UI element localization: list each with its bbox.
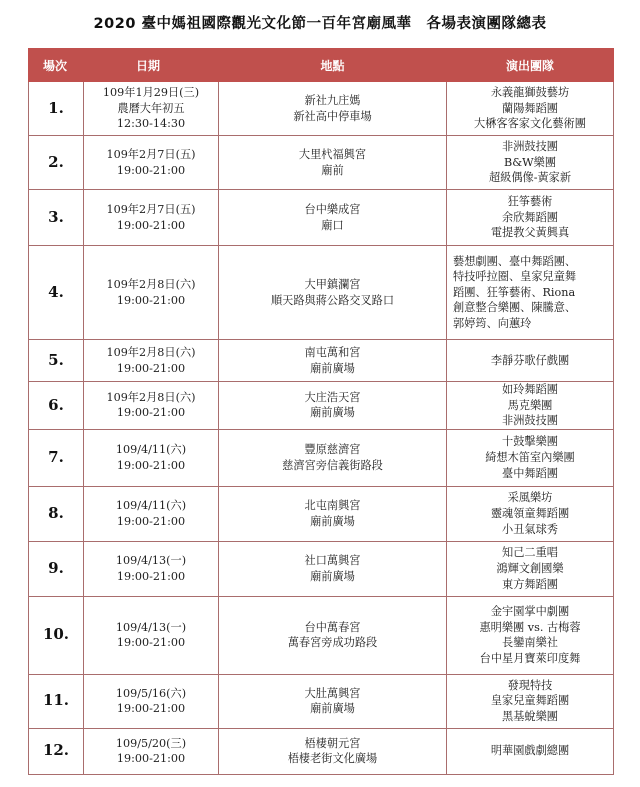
venue-line: 廟前廣場 [310,514,355,528]
performer-line: 小丑氣球秀 [502,522,558,536]
performer-line: 臺中舞蹈團 [502,466,558,480]
table-row [29,429,614,486]
performers-cell [447,82,614,136]
order-cell: 8. [29,486,84,541]
venue-cell [219,674,447,728]
performer-line: 非洲鼓技團 [502,140,558,154]
venue-line: 新社高中停車場 [293,109,372,123]
date-cell [84,190,219,246]
performer-line: 皇家兒童舞蹈團 [490,694,570,708]
table-row [29,136,614,190]
date-line: 12:30-14:30 [116,117,186,131]
date-line: 19:00-21:00 [116,163,186,177]
performer-line: 李靜芬歌仔戲團 [490,353,570,367]
table-header-row [29,49,614,82]
date-cell [84,728,219,774]
performer-line: 采風樂坊 [507,491,553,505]
performer-line: 永義龍獅鼓藝坊 [490,86,570,100]
date-line: 109/4/11(六) [115,443,187,457]
performer-line: 非洲鼓技團 [502,414,558,428]
venue-line: 豐原慈濟宮 [304,443,361,457]
date-cell [84,429,219,486]
date-line: 19:00-21:00 [116,514,186,528]
date-cell [84,340,219,382]
performer-line: 蘭陽舞蹈團 [502,101,558,115]
date-cell [84,674,219,728]
performer-line: 黑基蛻樂團 [502,710,558,724]
venue-line: 大肚萬興宮 [304,686,361,700]
performer-line: 電提教父黃興真 [490,226,570,240]
date-line: 109/4/13(一) [115,620,187,634]
venue-line: 新社九庄媽 [304,93,361,107]
performers-cell [447,136,614,190]
venue-cell [219,340,447,382]
date-line: 19:00-21:00 [116,406,186,420]
performer-line: 郭婷筠、向蕙玲 [453,316,532,330]
performer-line: 發現特技 [507,678,553,692]
venue-line: 廟前 [321,163,344,177]
performers-cell [447,728,614,774]
table-row [29,382,614,430]
table-row [29,190,614,246]
performer-line: 台中星月寶萊印度舞 [479,651,581,665]
date-line: 109/4/13(一) [115,554,187,568]
performer-line: 惠明樂團 vs. 古梅蓉 [479,620,581,634]
date-line: 19:00-21:00 [116,361,186,375]
venue-cell [219,82,447,136]
performers-cell [447,674,614,728]
venue-line: 廟前廣場 [310,569,355,583]
order-cell: 2. [29,136,84,190]
date-cell [84,596,219,674]
date-line: 19:00-21:00 [116,569,186,583]
venue-line: 廟前廣場 [310,361,355,375]
venue-line: 梧棲朝元宮 [304,736,361,750]
venue-cell [219,596,447,674]
column-header-order: 場次 [29,49,84,82]
table-row [29,596,614,674]
order-cell: 11. [29,674,84,728]
performer-line: 狂筝藝術 [507,195,553,209]
table-row [29,82,614,136]
performer-line: 金宇園掌中劇團 [490,605,570,619]
date-cell [84,541,219,596]
date-cell [84,246,219,340]
table-row [29,340,614,382]
venue-line: 北屯南興宮 [304,499,361,513]
date-line: 19:00-21:00 [116,293,186,307]
date-line: 19:00-21:00 [116,752,186,766]
venue-cell [219,190,447,246]
performers-cell [447,382,614,430]
venue-cell [219,541,447,596]
venue-line: 廟前廣場 [310,702,355,716]
order-cell: 9. [29,541,84,596]
performer-line: 知己二重唱 [502,546,558,560]
venue-line: 大里杙福興宮 [298,147,367,161]
performers-cell [447,429,614,486]
venue-line: 台中萬春宮 [304,620,361,634]
performer-line: 靈魂領童舞蹈團 [490,506,570,520]
venue-line: 大甲鎮瀾宮 [304,277,361,291]
order-cell: 3. [29,190,84,246]
venue-line: 廟口 [321,218,344,232]
performers-cell [447,596,614,674]
column-header-performers: 演出團隊 [447,49,614,82]
date-line: 109/4/11(六) [115,499,187,513]
column-header-venue: 地點 [219,49,447,82]
venue-line: 梧棲老街文化廣場 [287,752,378,766]
date-line: 農曆大年初五 [117,101,185,115]
performer-line: 余欣舞蹈團 [502,210,558,224]
order-cell: 12. [29,728,84,774]
venue-cell [219,136,447,190]
date-line: 109年1月29日(三) [102,86,200,100]
performer-line: 藝想劇團、臺中舞蹈團、 [453,254,577,268]
venue-cell [219,486,447,541]
venue-line: 大庄浩天宮 [304,390,361,404]
venue-line: 台中樂成宮 [304,202,361,216]
table-row [29,486,614,541]
venue-line: 萬春宮旁成功路段 [287,636,378,650]
performer-line: 超級偶像-黃家新 [488,171,572,185]
date-line: 109年2月8日(六) [106,390,196,404]
performer-line: 蹈團、狂筝藝術、Riona [453,285,576,299]
performers-cell [447,541,614,596]
venue-line: 社口萬興宮 [304,554,361,568]
performers-cell [447,190,614,246]
venue-cell [219,429,447,486]
table-row [29,674,614,728]
order-cell: 4. [29,246,84,340]
date-line: 19:00-21:00 [116,218,186,232]
performer-line: 馬克樂團 [507,398,553,412]
performer-line: 綺想木笛室內樂團 [485,450,575,464]
venue-cell [219,246,447,340]
table-row [29,728,614,774]
document-title: 2020 臺中媽祖國際觀光文化節一百年宮廟風華 各場表演團隊總表 [93,16,547,32]
order-cell: 6. [29,382,84,430]
performers-cell [447,486,614,541]
date-cell [84,382,219,430]
date-cell [84,82,219,136]
performer-line: 如玲舞蹈團 [502,383,558,396]
performers-cell [447,246,614,340]
venue-line: 南屯萬和宮 [304,345,361,359]
date-cell [84,486,219,541]
order-cell: 5. [29,340,84,382]
performer-line: 東方舞蹈團 [502,577,558,591]
performers-cell [447,340,614,382]
venue-cell [219,382,447,430]
performer-line: 創意整合樂團、陳騰意、 [453,301,577,315]
venue-line: 廟前廣場 [310,406,355,420]
date-line: 19:00-21:00 [116,458,186,472]
date-line: 109年2月7日(五) [106,202,196,216]
venue-line: 順天路與蔣公路交叉路口 [270,293,395,307]
performer-line: 特技呼拉圈、皇家兒童舞 [453,270,577,284]
performance-schedule-table [28,48,614,775]
performer-line: 長鑾南樂社 [502,636,558,650]
table-row [29,541,614,596]
order-cell: 10. [29,596,84,674]
date-line: 109年2月7日(五) [106,147,196,161]
order-cell: 1. [29,82,84,136]
table-row [29,246,614,340]
performer-line: 大楙客客家文化藝術團 [474,117,586,131]
venue-cell [219,728,447,774]
date-line: 109年2月8日(六) [106,277,196,291]
venue-line: 慈濟宮旁信義街路段 [282,458,383,472]
date-line: 109年2月8日(六) [106,345,196,359]
performer-line: 鴻輝文創國樂 [496,561,564,575]
date-line: 19:00-21:00 [116,636,186,650]
date-line: 109/5/20(三) [115,736,187,750]
performer-line: 明華園戲劇總團 [490,744,570,758]
date-cell [84,136,219,190]
order-cell: 7. [29,429,84,486]
performer-line: 十鼓擊樂團 [502,435,558,449]
date-line: 19:00-21:00 [116,702,186,716]
performer-line: B&W樂團 [503,155,557,169]
date-line: 109/5/16(六) [115,686,187,700]
column-header-date: 日期 [84,49,219,82]
